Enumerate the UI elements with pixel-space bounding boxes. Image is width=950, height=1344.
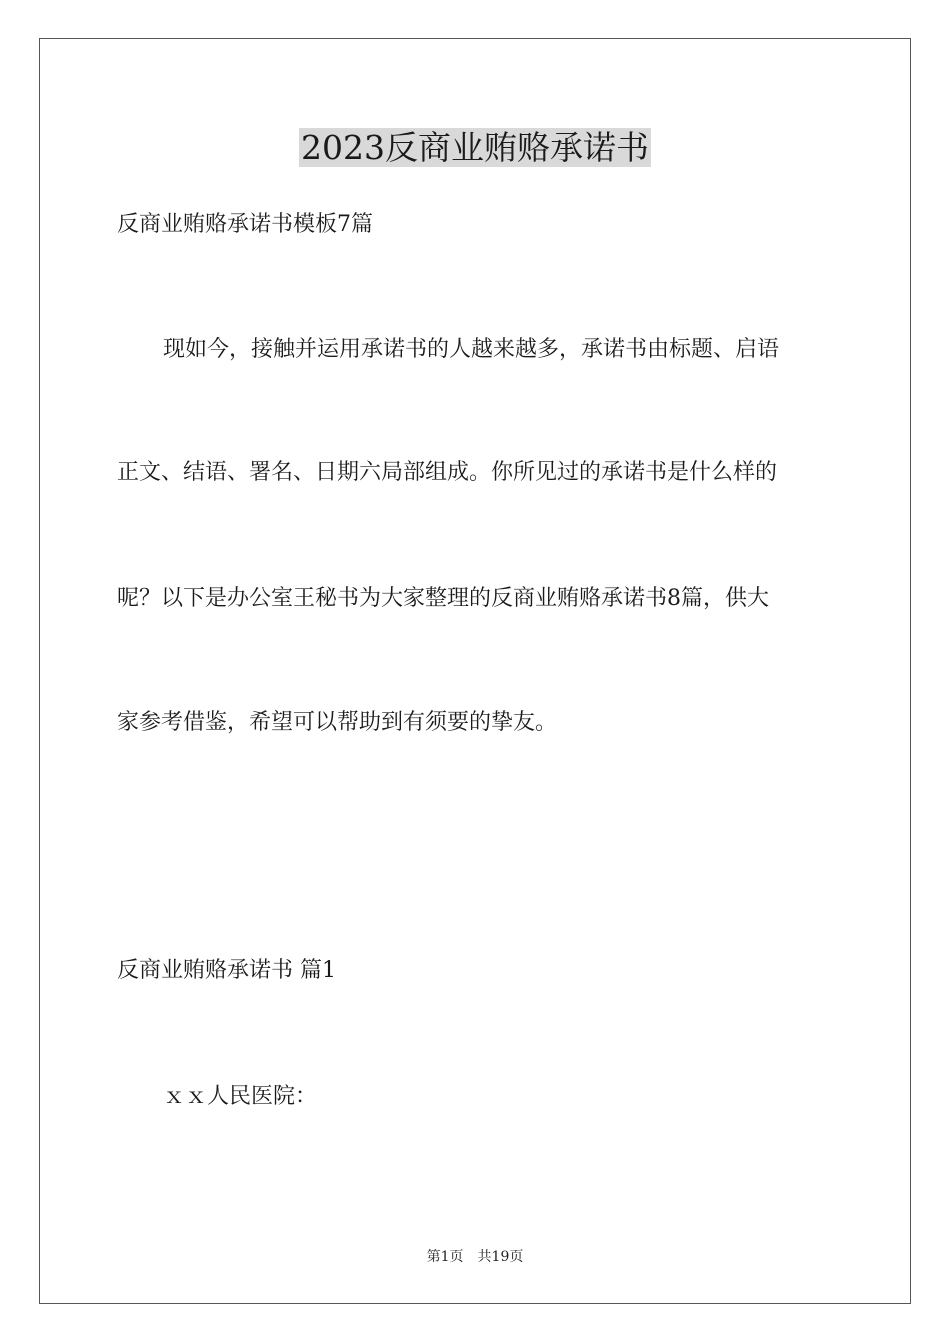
intro-line-2: 正文、结语、署名、日期六局部组成。你所见过的承诺书是什么样的 [117,460,778,485]
intro-line-1: 现如今，接触并运用承诺书的人越来越多，承诺书由标题、启语 [163,337,780,362]
document-title [0,126,950,170]
intro-line-4: 家参考借鉴，希望可以帮助到有须要的挚友。 [117,710,558,735]
section-heading: 反商业贿赂承诺书 篇1 [117,958,336,983]
document-title-text: 2023反商业贿赂承诺书 [301,128,649,167]
salutation: ｘｘ人民医院： [163,1084,318,1109]
page-footer [0,1247,950,1267]
page-total: 共19页 [477,1249,524,1265]
intro-line-3: 呢？以下是办公室王秘书为大家整理的反商业贿赂承诺书8篇，供大 [117,586,769,611]
page-number: 第1页 [426,1249,464,1265]
document-subtitle: 反商业贿赂承诺书模板7篇 [117,212,373,237]
